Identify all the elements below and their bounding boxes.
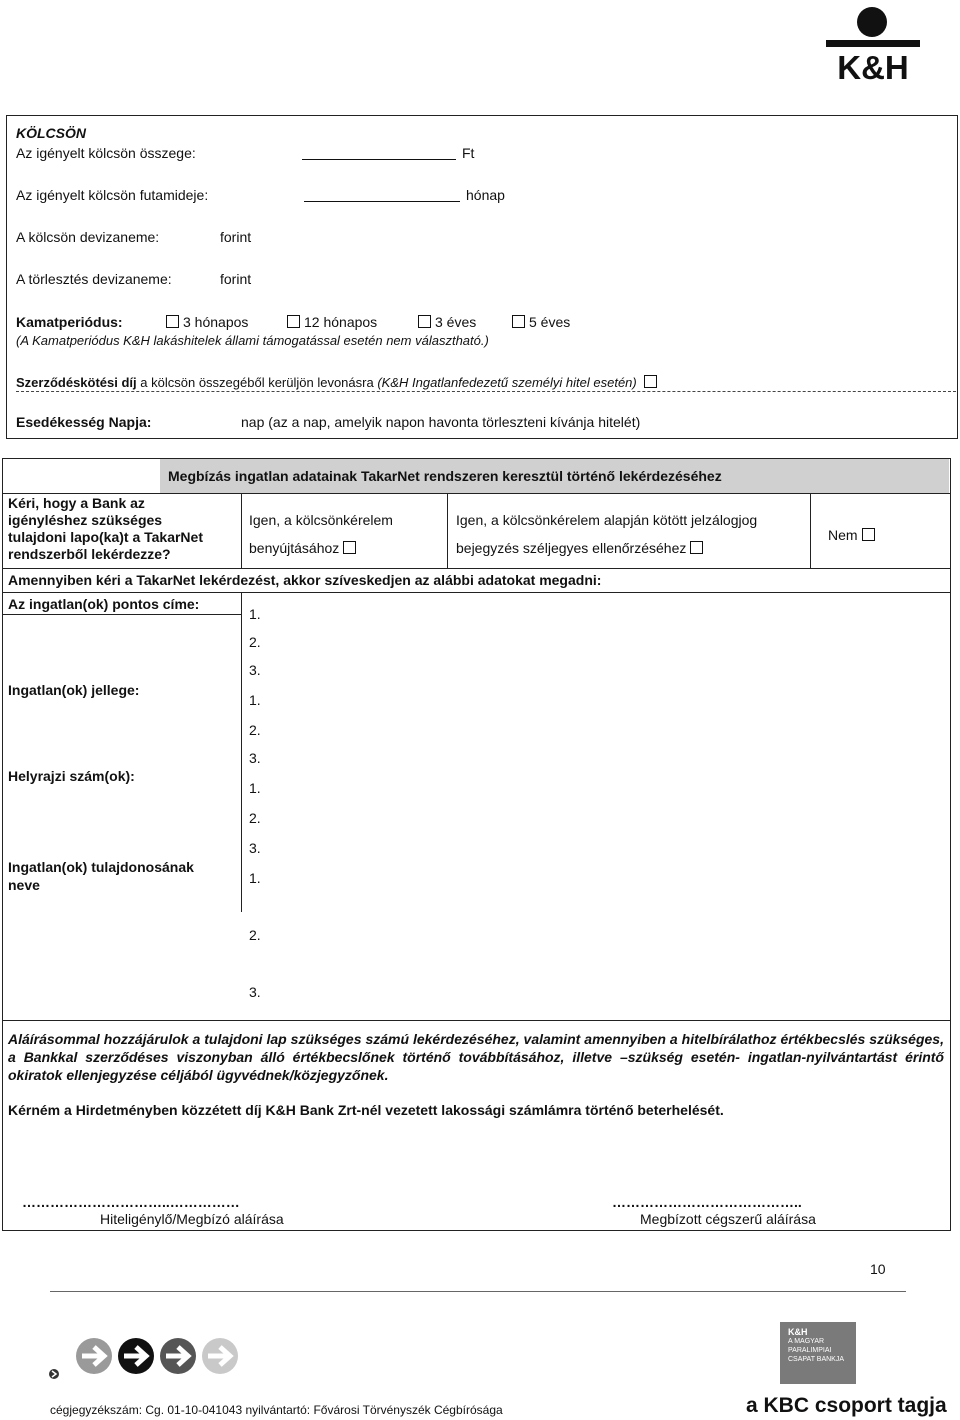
sig-right-label: Megbízott cégszerű aláírása (640, 1211, 816, 1227)
takarnet-option-submit[interactable]: Igen, a kölcsönkérelem benyújtásához (249, 512, 393, 556)
takarnet-option-no[interactable]: Nem (828, 527, 875, 543)
takarnet-instruction: Amennyiben kéri a TakarNet lekérdezést, akkor szíveskedjen az alábbi adatokat megadni: (8, 572, 602, 588)
takarnet-option-lien[interactable]: Igen, a kölcsönkérelem alapján kötött jelzálogjog bejegyzés széljegyes ellenőrzéséhez (456, 512, 758, 556)
entries-bottom-line (2, 1020, 950, 1021)
small-arrow-icon (49, 1369, 59, 1379)
col-divider-3 (810, 493, 811, 568)
owner-3[interactable]: 3. (249, 984, 261, 1000)
sig-dots-right[interactable]: ………………………………….. (612, 1194, 802, 1210)
col-divider-1 (241, 493, 242, 568)
fee-row (16, 375, 657, 390)
owner-2[interactable]: 2. (249, 927, 261, 943)
interest-option-3m[interactable]: 3 hónapos (166, 314, 248, 330)
checkbox-icon[interactable] (343, 541, 356, 554)
lot-1[interactable]: 1. (249, 780, 261, 796)
interest-option-12m[interactable]: 12 hónapos (287, 314, 377, 330)
svg-text:K&H: K&H (837, 49, 909, 82)
sig-left-label: Hiteligénylő/Megbízó aláírása (100, 1211, 284, 1227)
loan-section-title: KÖLCSÖN (16, 125, 86, 141)
checkbox-icon[interactable] (418, 315, 431, 328)
registry-text: cégjegyzékszám: Cg. 01-10-041043 nyilvántartó: Fővárosi Törvényszék Cégbírósága (50, 1403, 503, 1417)
col-divider-2 (447, 493, 448, 568)
checkbox-icon[interactable] (512, 315, 525, 328)
due-label: Esedékesség Napja: (16, 414, 152, 430)
interest-option-5y[interactable]: 5 éves (512, 314, 570, 330)
owner-label: Ingatlan(ok) tulajdonosának neve (8, 859, 194, 893)
footer-arrows (48, 1334, 268, 1384)
interest-option-3y[interactable]: 3 éves (418, 314, 476, 330)
type-label: Ingatlan(ok) jellege: (8, 682, 140, 698)
takarnet-header: Megbízás ingatlan adatainak TakarNet rendszeren keresztül történő lekérdezéséhez (168, 468, 722, 484)
lot-2[interactable]: 2. (249, 810, 261, 826)
amount-label: Az igényelt kölcsön összege: (16, 145, 196, 161)
page-number: 10 (870, 1261, 886, 1277)
lot-3[interactable]: 3. (249, 840, 261, 856)
kh-logo-icon (822, 6, 924, 82)
repay-currency-value: forint (220, 271, 252, 287)
fee-text: a kölcsön összegéből kerüljön levonásra (140, 375, 374, 390)
footer-rule (50, 1291, 906, 1292)
checkbox-icon[interactable] (166, 315, 179, 328)
term-field[interactable] (304, 187, 460, 202)
address-1[interactable]: 1. (249, 606, 261, 622)
fee-label: Szerződéskötési díj (16, 375, 137, 390)
checkbox-icon[interactable] (287, 315, 300, 328)
due-text: nap (az a nap, amelyik napon havonta törleszteni kívánja hitelét) (241, 414, 641, 430)
question-row-line (2, 568, 950, 569)
address-3[interactable]: 3. (249, 662, 261, 678)
term-unit: hónap (466, 187, 505, 203)
address-label: Az ingatlan(ok) pontos címe: (8, 596, 200, 612)
instruction-line (2, 592, 950, 593)
address-underline (2, 614, 241, 615)
owner-1[interactable]: 1. (249, 870, 261, 886)
kbc-tagline: a KBC csoport tagja (746, 1394, 947, 1417)
arrow-icon (202, 1338, 238, 1374)
interest-label: Kamatperiódus: (16, 314, 123, 330)
type-1[interactable]: 1. (249, 692, 261, 708)
repay-currency-label: A törlesztés devizaneme: (16, 271, 172, 287)
checkbox-icon[interactable] (862, 528, 875, 541)
fee-sentence: Kérném a Hirdetményben közzétett díj K&H Bank Zrt-nél vezetett lakossági számlámra történő beterhelését. (8, 1102, 724, 1118)
fee-note: (K&H Ingatlanfedezetű személyi hitel esetén) (377, 375, 637, 390)
arrow-icon (76, 1338, 112, 1374)
arrow-icon (160, 1338, 196, 1374)
takarnet-header-line (2, 493, 950, 494)
paralympic-badge: K&H A MAGYAR PARALIMPIAI CSAPAT BANKJA (780, 1322, 856, 1384)
amount-field[interactable] (302, 145, 456, 160)
takarnet-question: Kéri, hogy a Bank az igényléshez szükséges tulajdoni lapo(ka)t a TakarNet rendszerből lekérdezze? (8, 495, 203, 562)
type-2[interactable]: 2. (249, 722, 261, 738)
arrow-icon (118, 1338, 154, 1374)
currency-label: A kölcsön devizaneme: (16, 229, 160, 245)
type-3[interactable]: 3. (249, 750, 261, 766)
currency-value: forint (220, 229, 252, 245)
sig-dots-left[interactable]: …………………………..…………… (22, 1194, 240, 1210)
dashed-divider (16, 391, 956, 392)
amount-unit: Ft (462, 145, 475, 161)
term-label: Az igényelt kölcsön futamideje: (16, 187, 209, 203)
lot-label: Helyrajzi szám(ok): (8, 768, 135, 784)
checkbox-icon[interactable] (690, 541, 703, 554)
address-2[interactable]: 2. (249, 634, 261, 650)
fee-checkbox-icon[interactable] (644, 375, 657, 388)
kh-logo (822, 6, 924, 82)
consent-paragraph: Aláírásommal hozzájárulok a tulajdoni lap szükséges számú lekérdezéséhez, valamint amennyiben a hitelbírálathoz értékbecslés szükséges, a Bankkal szerződéses viszonyban álló értékbecslőnek történő továbbításához, illetve –szükség esetén- ingatlan-nyilvántartást érintő okiratok ellenjegyzése céljából ügyvédnek/közjegyzőnek. (8, 1031, 944, 1083)
interest-note: (A Kamatperiódus K&H lakáshitelek állami támogatással esetén nem választható.) (16, 333, 489, 348)
label-col-divider (241, 592, 242, 912)
